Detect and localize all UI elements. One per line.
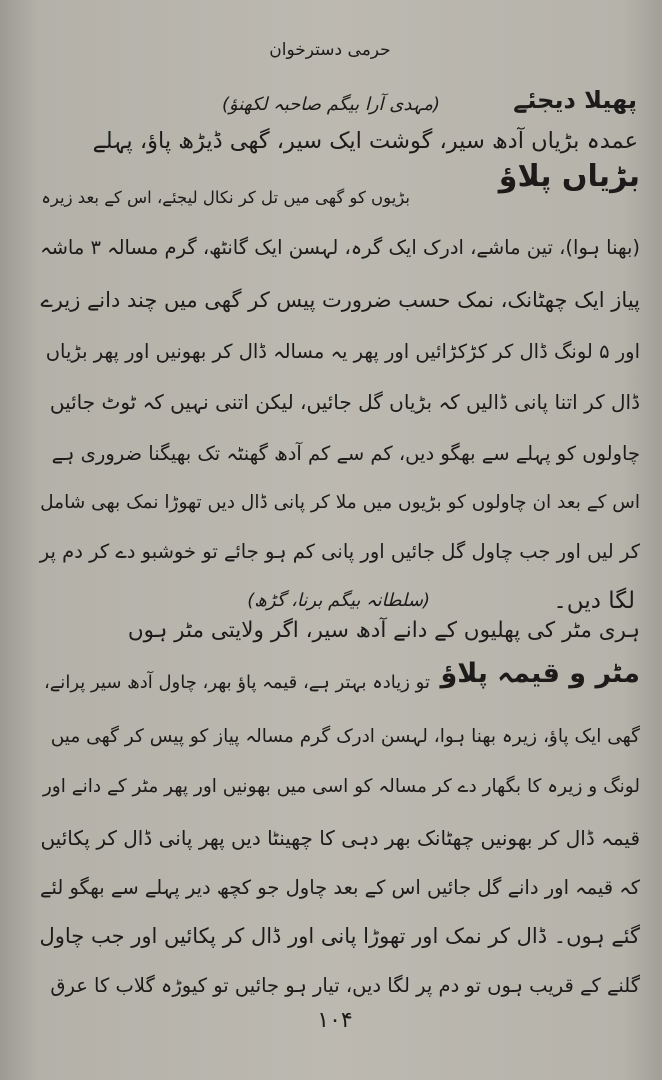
recipe-line: گلنے کے قریب ہوں تو دم پر لگا دیں، تیار ہو جائیں تو کیوڑہ گلاب کا عرق (50, 974, 640, 997)
recipe-line: بڑیوں کو گھی میں تل کر نکال لیجئے، اس کے بعد زیرہ (41, 188, 410, 207)
recipe-line: لونگ و زیرہ کا بگھار دے کر مسالہ کو اسی میں بھونیں اور پھر مٹر کے دانے اور (42, 776, 640, 797)
recipe-line: عمدہ بڑیاں آدھ سیر، گوشت ایک سیر، گھی ڈیڑھ پاؤ، پہلے (92, 128, 638, 154)
recipe-line: کر لیں اور جب چاول گل جائیں اور پانی کم ہو جائے تو خوشبو دے کر دم پر (39, 540, 640, 563)
recipe-line: گھی ایک پاؤ، زیرہ بھنا ہوا، لہسن ادرک گرم مسالہ پیاز کو پیس کر گھی میں (50, 726, 640, 747)
recipe-title: مٹر و قیمہ پلاؤ (440, 658, 640, 689)
recipe-line: گئے ہوں۔ ڈال کر نمک اور تھوڑا پانی اور ڈال کر پکائیں اور جب چاول (39, 924, 640, 948)
recipe-line: (بھنا ہوا)، تین ماشے، ادرک ایک گرہ، لہسن ایک گانٹھ، گرم مسالہ ۳ ماشہ (40, 236, 640, 259)
section-subtitle: پھیلا دیجئے (513, 86, 637, 114)
recipe-line: تو زیادہ بہتر ہے، قیمہ پاؤ بھر، چاول آدھ سیر پرانے، (43, 672, 430, 693)
recipe-line: اور ۵ لونگ ڈال کر کڑکڑائیں اور پھر یہ مسالہ ڈال کر بھونیں اور پھر بڑیاں (45, 340, 640, 363)
recipe-attribution: (سلطانہ بیگم برنا، گڑھ) (247, 590, 430, 611)
recipe-line: کہ قیمہ اور دانے گل جائیں اس کے بعد چاول جو کچھ دیر پہلے سے بھگو لئے (40, 876, 640, 899)
recipe-line: ہری مٹر کی پھلیوں کے دانے آدھ سیر، اگر ولایتی مٹر ہوں (127, 618, 640, 643)
running-header: حرمی دسترخوان (269, 40, 391, 60)
recipe-attribution: (مہدی آرا بیگم صاحبہ لکھنؤ) (221, 94, 440, 115)
recipe-line: قیمہ ڈال کر بھونیں چھٹانک بھر دہی کا چھینٹا دیں پھر پانی ڈال کر پکائیں (40, 826, 640, 850)
page-number: ۱۰۴ (317, 1008, 353, 1033)
recipe-title: بڑیاں پلاؤ (498, 159, 640, 194)
recipe-line: لگا دیں۔ (553, 588, 635, 614)
recipe-line: پیاز ایک چھٹانک، نمک حسب ضرورت پیس کر گھی میں چند دانے زیرے (40, 288, 640, 312)
recipe-line: ڈال کر اتنا پانی ڈالیں کہ بڑیاں گل جائیں، لیکن اتنی نہیں کہ ٹوٹ جائیں (49, 390, 640, 414)
recipe-line: چاولوں کو پہلے سے بھگو دیں، کم سے کم آدھ گھنٹہ تک بھیگنا ضروری ہے (51, 442, 640, 465)
recipe-line: اس کے بعد ان چاولوں کو بڑیوں میں ملا کر پانی ڈال دیں تھوڑا نمک بھی شامل (40, 492, 640, 513)
